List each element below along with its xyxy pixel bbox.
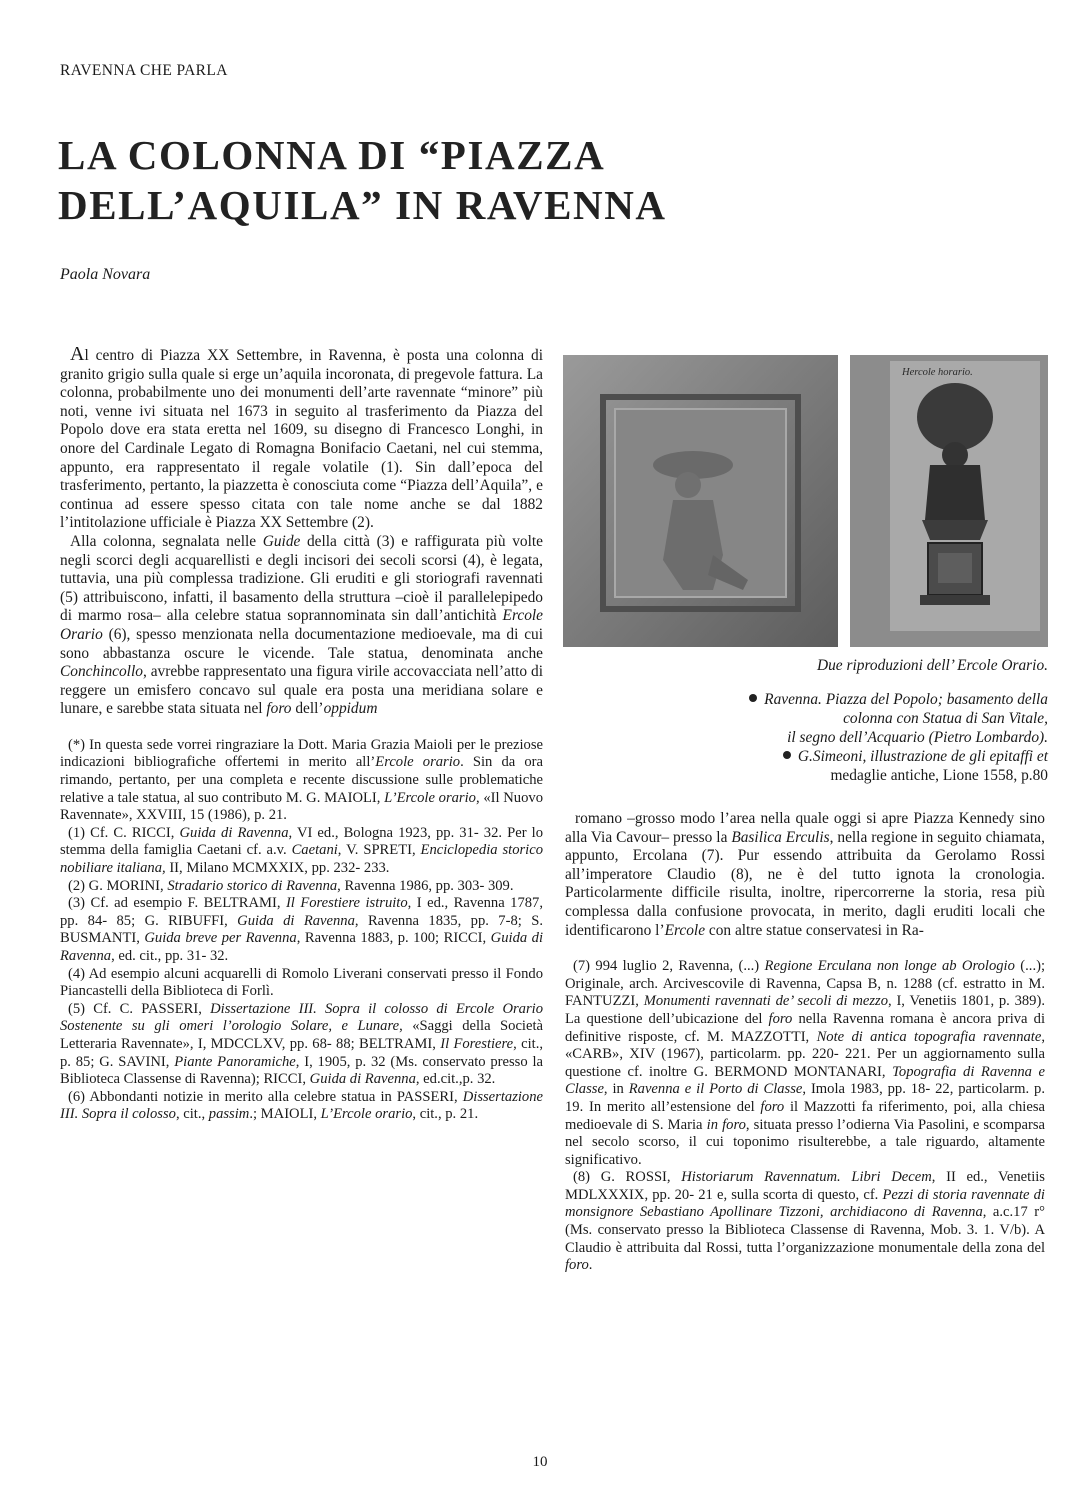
text-run: (...); Originale, arch. Arcivescovile di Ravenna, Capsa B, n. 1288 (cf. estratto in M. FANTUZZI, <box>565 958 1046 1010</box>
credit-line: medaglie antiche, Lione 1558, p.80 <box>830 767 1048 784</box>
title-line-1: LA COLONNA DI “PIAZZA <box>58 132 606 178</box>
text-run: , «Saggi della Società Letteraria Ravennate», I, MDCCLXV, pp. 68- 88; BELTRAMI, <box>60 1018 543 1052</box>
text-run: (*) In questa sede vorrei ringraziare la Dott. Maria Grazia Maioli per le preziose indicazioni bibliografiche offertemi in merito all’ <box>60 736 543 771</box>
text-run: , cit., <box>175 1106 209 1123</box>
text-run: , a.c.17 r° (Ms. conservato presso la Biblioteca Classense di Ravenna, Mob. 3. 1. V/b). A Claudio è attribuita dal Rossi, tutta l’organizzazione monumentale della zona del <box>565 1204 1045 1256</box>
figure-caption: Due riproduzioni dell’ Ercole Orario. <box>817 657 1048 674</box>
text-run: (3) Cf. ad esempio F. BELTRAMI, <box>68 895 286 912</box>
text-run: Il Forestiere <box>440 1035 514 1052</box>
paragraph <box>60 1089 543 1124</box>
text-run: Guida di Ravenna <box>309 1071 416 1088</box>
text-run: (7) 994 luglio 2, Ravenna, (...) <box>573 958 765 975</box>
text-run: , nella regione in seguito chiamata, appunto, Ercolana (7). Pur essendo attribuita da Gerolamo Rossi all’imperatore Claudio (8), ne è del tutto ignota la cronologia. Particolarmente difficile risulta, inoltre, ripercorrerne la storia, resa più complessa dalla confusione provocata, in merito, dagli eruditi locali che identificarono l’ <box>565 828 1045 939</box>
text-run: Ercole orario <box>375 754 461 771</box>
text-run: .; MAIOLI, <box>249 1106 321 1123</box>
article-title <box>58 130 778 230</box>
text-run: Guida breve per Ravenna <box>144 930 297 947</box>
text-run: passim <box>208 1106 250 1123</box>
text-run: foro <box>565 1257 589 1274</box>
paragraph <box>565 1169 1045 1275</box>
text-run: (8) G. ROSSI, <box>573 1169 682 1186</box>
text-run: , Ravenna 1986, pp. 303- 309. <box>337 877 514 894</box>
text-run: , Ravenna 1883, p. 100; RICCI, <box>296 930 491 947</box>
text-run: Dissertazione III. Sopra il colosso di Ercole Orario Sostenente su gli omeri l’orologio Solare, e Lunare <box>60 1000 543 1035</box>
text-run: , V. SPRETI, <box>337 842 421 859</box>
page-number: 10 <box>532 1454 548 1470</box>
text-run: foro <box>768 1010 793 1027</box>
text-run: Stradario storico di Ravenna <box>167 877 338 894</box>
credit-line: Ravenna. Piazza del Popolo; basamento della <box>749 690 1048 709</box>
text-run: (5) Cf. C. PASSERI, <box>68 1000 211 1017</box>
paragraph <box>565 810 1045 940</box>
text-run: Monumenti ravennati de’ secoli di mezzo <box>643 993 889 1010</box>
text-run: Guida di Ravenna <box>60 930 543 964</box>
paragraph <box>60 737 543 825</box>
credit-line: il segno dell’Acquario (Pietro Lombardo). <box>787 729 1048 746</box>
text-run: Conchincollo <box>60 663 143 681</box>
text-run: , «Il Nuovo Ravennate», XXVIII, 15 (1986), p. 21. <box>60 789 543 824</box>
text-run: foro <box>760 1098 785 1115</box>
paragraph <box>60 825 543 878</box>
text-run: , ed. cit., pp. 31- 32. <box>111 948 229 964</box>
text-run: il Mazzotti fa riferimento, poi, alla chiesa medioevale di S. Maria <box>565 1098 1045 1133</box>
text-run: romano –grosso modo l’area nella quale oggi si apre Piazza Kennedy sino alla Via Cavour– presso la <box>565 810 1045 846</box>
text-run: (2) G. MORINI, <box>68 877 168 894</box>
section-header: RAVENNA CHE PARLA <box>60 62 228 79</box>
paragraph <box>60 878 543 896</box>
text-run: , «CARB», XIV (1967), particolarm. pp. 220- 221. Per un aggiornamento sulla questione cf. inoltre G. BERMOND MONTANARI, <box>565 1028 1045 1080</box>
text-run: , situata presso l’odierna Via Pasolini, e scomparsa nel secolo scorso, il cui toponimo risulterebbe, a tale riguardo, altamente significativo. <box>565 1116 1045 1168</box>
text-run: dell’ <box>291 700 324 718</box>
text-run: Historiarum Ravennatum. Libri Decem <box>681 1169 932 1186</box>
text-run: . Sin da ora rimando, pertanto, per una completa e recente discussione sulle problematiche relative a tale statua, al suo contributo M. G. MAIOLI, <box>60 754 543 806</box>
text-run: , avrebbe rappresentato una figura virile accovacciata nell’atto di reggere un emisfero concavo sul quale era posta una meridiana solare e lunare, e sarebbe stata situata nel <box>60 663 543 718</box>
credit-line: G.Simeoni, illustrazione de gli epitaffi et <box>749 747 1048 766</box>
figure-ercole-orario <box>563 355 1048 647</box>
paragraph <box>60 345 543 533</box>
text-run: L’Ercole orario <box>384 789 476 806</box>
title-line-2: DELL’AQUILA” IN RAVENNA <box>58 182 667 228</box>
body-text-right <box>565 810 1045 940</box>
text-run: (6), spesso menzionata nella documentazione medioevale, ma di cui sono abbastanza oscure le vicende. Tale statua, denominata anche <box>60 625 543 662</box>
text-run: Guida di Ravenna <box>237 912 355 929</box>
text-run: Regione Erculana non longe ab Orologio <box>764 958 1015 975</box>
text-run: Note di antica topografia ravennate <box>816 1028 1042 1045</box>
text-run: , in <box>603 1081 629 1098</box>
text-run: (1) Cf. C. RICCI, <box>68 824 180 841</box>
text-run: Guida di Ravenna <box>179 824 289 841</box>
text-run: , VI ed., Bologna 1923, pp. 31- 32. Per lo stemma della famiglia Caetani cf. a.v. <box>60 824 543 859</box>
image-credits <box>749 690 1048 785</box>
text-run: L’Ercole orario <box>320 1106 413 1123</box>
text-run: Caetani <box>291 842 338 859</box>
text-run: . <box>588 1257 593 1274</box>
footnotes-right <box>565 958 1045 1275</box>
text-run: con altre statue conservatesi in Ra- <box>705 921 924 939</box>
paragraph <box>60 895 543 965</box>
text-run: , Ravenna 1835, pp. 7-8; S. BUSMANTI, <box>60 912 543 947</box>
credit-line: colonna con Statua di San Vitale, <box>843 710 1048 727</box>
text-run: Dissertazione III. Sopra il colosso <box>60 1088 543 1123</box>
text-run: , cit., p. 85; G. SAVINI, <box>60 1035 543 1070</box>
text-run: II, Milano MCMXXIX, pp. 232- 233. <box>165 860 390 877</box>
text-run: in foro <box>706 1116 746 1133</box>
footnotes-left <box>60 737 543 1124</box>
text-run: nella Ravenna romana è ancora priva di definitive risposte, cf. M. MAZZOTTI, <box>565 1010 1045 1045</box>
text-run: Ercole Orario <box>60 607 543 643</box>
text-run: (6) Abbondanti notizie in merito alla celebre statua in PASSERI, <box>68 1088 463 1105</box>
engraving-label: Hercole horario. <box>902 367 973 378</box>
relief-photo-image <box>563 355 838 647</box>
right-column <box>565 810 1045 1275</box>
text-run: Ravenna e il Porto di Classe <box>628 1081 803 1098</box>
text-run: foro <box>266 700 292 718</box>
bullet-icon <box>783 751 791 759</box>
text-run: , I ed., Ravenna 1787, pp. 84- 85; G. RIBUFFI, <box>60 895 543 929</box>
drop-cap: A <box>70 343 85 365</box>
text-run: Pezzi di storia ravennate di monsignore Sebastiano Apollinare Tizzoni, archidiacono di Ravenna <box>565 1186 1045 1221</box>
text-run: , Imola 1983, pp. 18- 22, particolarm. p. 19. In merito all’estensione del <box>565 1081 1046 1115</box>
author-name: Paola Novara <box>60 266 151 283</box>
text-run: , II ed., Venetiis MDLXXXIX, pp. 20- 21 e, sulla scorta di questo, cf. <box>565 1169 1045 1203</box>
paragraph <box>565 958 1045 1169</box>
text-run: , ed.cit.,p. 32. <box>415 1071 496 1088</box>
left-column <box>60 345 543 1124</box>
paragraph <box>60 533 543 719</box>
text-run: Piante Panoramiche <box>174 1053 296 1070</box>
text-run: l centro di Piazza XX Settembre, in Ravenna, è posta una colonna di granito grigio sulla quale si erge un’aquila incoronata, di pregevole fattura. La colonna, probabilmente uno dei monumenti dell’arte ravennate “minore” più noti, venne ivi situata nel 1673 in seguito al trasferimento da Piazza del Popolo dove era stata eretta nel 1609, su disegno di Francesco Longhi, in onore del Cardinale Legato di Romagna Bonifacio Caetani, nel cui stemma, appunto, era rappresentato il regale volatile (1). Sin dall’epoca del trasferimento, pertanto, la piazzetta è conosciuta come “Piazza dell’Aquila”, e continua ad essere spesso citata con tale nome anche se dal 1882 l’intitolazione ufficiale è Piazza XX Settembre (2). <box>60 347 543 532</box>
text-run: , I, Venetiis 1801, p. 389). La questione dell’ubicazione del <box>565 993 1045 1027</box>
text-run: , I, 1905, p. 32 (Ms. conservato presso la Biblioteca Classense di Ravenna); RICCI, <box>60 1053 543 1088</box>
text-run: , cit., p. 21. <box>412 1106 479 1123</box>
text-run: Enciclopedia storico nobiliare italiana, <box>60 842 543 877</box>
text-run: Ercole <box>664 921 706 939</box>
text-run: Guide <box>262 532 301 550</box>
bullet-icon <box>749 694 757 702</box>
paragraph <box>60 966 543 1001</box>
text-run: oppidum <box>323 700 378 718</box>
text-run: Alla colonna, segnalata nelle <box>70 532 263 550</box>
text-run: (4) Ad esempio alcuni acquarelli di Romolo Liverani conservati presso il Fondo Piancastelli della Biblioteca di Forlì. <box>60 965 543 1000</box>
engraving-image <box>850 355 1048 647</box>
text-run: Il Forestiere istruito <box>285 895 408 912</box>
body-text-left <box>60 345 543 719</box>
text-run: Topografia di Ravenna e Classe <box>565 1063 1045 1098</box>
text-run: Basilica Erculis <box>731 828 830 846</box>
paragraph <box>60 1001 543 1089</box>
text-run: della città (3) e raffigurata più volte negli scorci degli acquarellisti e degli incisori dei secoli scorsi (4), è legata, tuttavia, una più complessa tradizione. Gli eruditi e gli storiografi ravennati (5) attribuiscono, infatti, il basamento della struttura –cioè il parallelepipedo di marmo rosa– alla celebre statua soprannominata sin dall’antichità <box>60 532 543 625</box>
